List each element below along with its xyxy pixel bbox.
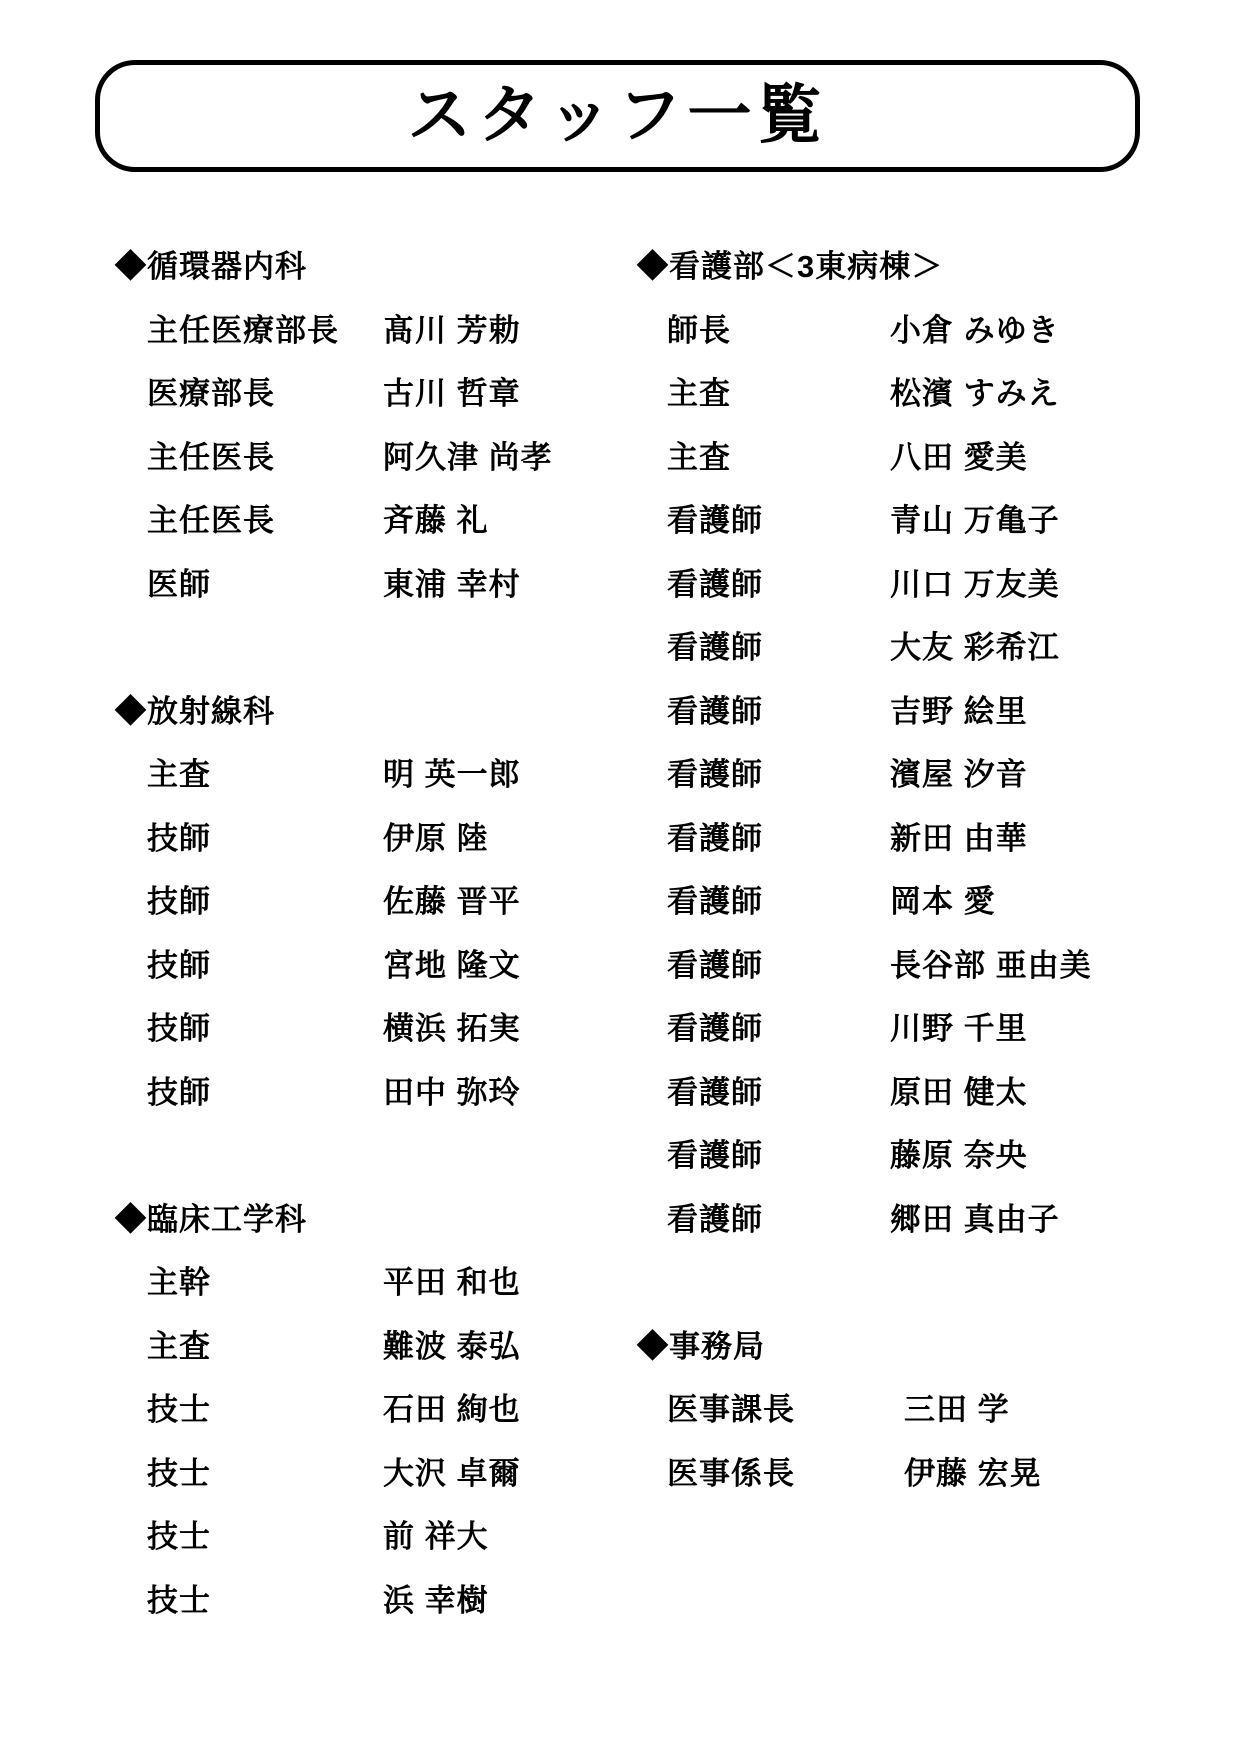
staff-role: 医師 [147,566,211,602]
staff-row [115,359,620,423]
staff-row [115,296,620,360]
staff-name: 佐藤 晋平 [383,884,521,920]
staff-row [637,994,1197,1058]
staff-role: 看護師 [667,630,763,666]
staff-role: 技士 [147,1455,211,1491]
staff-row [637,423,1197,487]
staff-name: 岡本 愛 [890,884,996,920]
staff-row [115,1312,620,1376]
staff-row [115,1248,620,1312]
staff-role: 主任医長 [147,439,275,475]
section-heading: ◆看護部＜3東病棟＞ [637,249,944,285]
staff-role: 看護師 [667,820,763,856]
staff-row [637,804,1197,868]
staff-row [115,1566,620,1630]
staff-role: 主査 [667,376,731,412]
staff-name: 伊原 陸 [383,820,489,856]
staff-row [115,867,620,931]
staff-row [637,550,1197,614]
staff-role: 看護師 [667,1201,763,1237]
section-heading: ◆循環器内科 [115,249,307,285]
staff-role: 看護師 [667,566,763,602]
staff-row [115,1502,620,1566]
staff-role: 技師 [147,884,211,920]
staff-row [637,867,1197,931]
staff-role: 医事課長 [667,1392,795,1428]
staff-name: 阿久津 尚孝 [383,439,553,475]
staff-name: 石田 絢也 [383,1392,521,1428]
staff-name: 前 祥大 [383,1519,489,1555]
staff-role: 師長 [667,312,731,348]
staff-name: 青山 万亀子 [890,503,1060,539]
staff-name: 斉藤 礼 [383,503,489,539]
staff-name: 松濱 すみえ [890,376,1060,412]
staff-name: 郷田 真由子 [890,1201,1060,1237]
staff-row [115,994,620,1058]
staff-row [637,740,1197,804]
staff-row [637,296,1197,360]
section-spacer [115,613,620,677]
staff-role: 技師 [147,947,211,983]
staff-name: 伊藤 宏晃 [904,1455,1042,1491]
staff-name: 三田 学 [904,1392,1010,1428]
staff-role: 医療部長 [147,376,275,412]
staff-row [637,1375,1197,1439]
staff-name: 髙川 芳勅 [383,312,521,348]
staff-name: 藤原 奈央 [890,1138,1028,1174]
staff-name: 吉野 絵里 [890,693,1028,729]
staff-role: 看護師 [667,1074,763,1110]
staff-name: 古川 哲章 [383,376,521,412]
staff-row [637,486,1197,550]
staff-role: 主査 [147,1328,211,1364]
staff-name: 八田 愛美 [890,439,1028,475]
staff-name: 川口 万友美 [890,566,1060,602]
staff-name: 大友 彩希江 [890,630,1060,666]
staff-name: 難波 泰弘 [383,1328,521,1364]
staff-row [115,550,620,614]
staff-role: 主査 [147,757,211,793]
staff-row [115,486,620,550]
right-column [637,232,1197,1502]
staff-name: 明 英一郎 [383,757,521,793]
staff-name: 浜 幸樹 [383,1582,489,1618]
staff-role: 主査 [667,439,731,475]
staff-role: 看護師 [667,1011,763,1047]
staff-row [637,1185,1197,1249]
staff-name: 小倉 みゆき [890,312,1060,348]
staff-name: 平田 和也 [383,1265,521,1301]
staff-row [637,1058,1197,1122]
staff-row [637,613,1197,677]
staff-row [637,931,1197,995]
title-box [95,60,1140,172]
staff-row [115,1375,620,1439]
staff-name: 大沢 卓爾 [383,1455,521,1491]
staff-role: 技士 [147,1582,211,1618]
staff-name: 東浦 幸村 [383,566,521,602]
staff-role: 技師 [147,820,211,856]
staff-name: 長谷部 亜由美 [890,947,1092,983]
staff-row [115,740,620,804]
staff-row [115,423,620,487]
staff-role: 看護師 [667,693,763,729]
section-spacer [115,1121,620,1185]
staff-row [115,1439,620,1503]
left-column [115,232,620,1629]
staff-role: 看護師 [667,503,763,539]
staff-role: 看護師 [667,884,763,920]
section-heading: ◆事務局 [637,1328,765,1364]
staff-name: 横浜 拓実 [383,1011,521,1047]
staff-row [637,1121,1197,1185]
staff-name: 宮地 隆文 [383,947,521,983]
staff-name: 川野 千里 [890,1011,1028,1047]
staff-name: 原田 健太 [890,1074,1028,1110]
staff-row [115,931,620,995]
staff-name: 田中 弥玲 [383,1074,521,1110]
page-title: スタッフ一覧 [407,80,828,151]
staff-role: 看護師 [667,757,763,793]
staff-name: 濱屋 汐音 [890,757,1028,793]
staff-row [637,359,1197,423]
staff-row [115,804,620,868]
staff-role: 技士 [147,1392,211,1428]
section-spacer [637,1248,1197,1312]
staff-role: 主幹 [147,1265,211,1301]
staff-row [637,677,1197,741]
staff-row [115,1058,620,1122]
staff-role: 技師 [147,1074,211,1110]
staff-role: 技士 [147,1519,211,1555]
staff-row [637,1439,1197,1503]
staff-role: 看護師 [667,1138,763,1174]
staff-role: 看護師 [667,947,763,983]
staff-role: 主任医長 [147,503,275,539]
section-heading: ◆放射線科 [115,693,275,729]
staff-role: 技師 [147,1011,211,1047]
staff-role: 主任医療部長 [147,312,339,348]
staff-role: 医事係長 [667,1455,795,1491]
staff-name: 新田 由華 [890,820,1028,856]
section-heading: ◆臨床工学科 [115,1201,307,1237]
